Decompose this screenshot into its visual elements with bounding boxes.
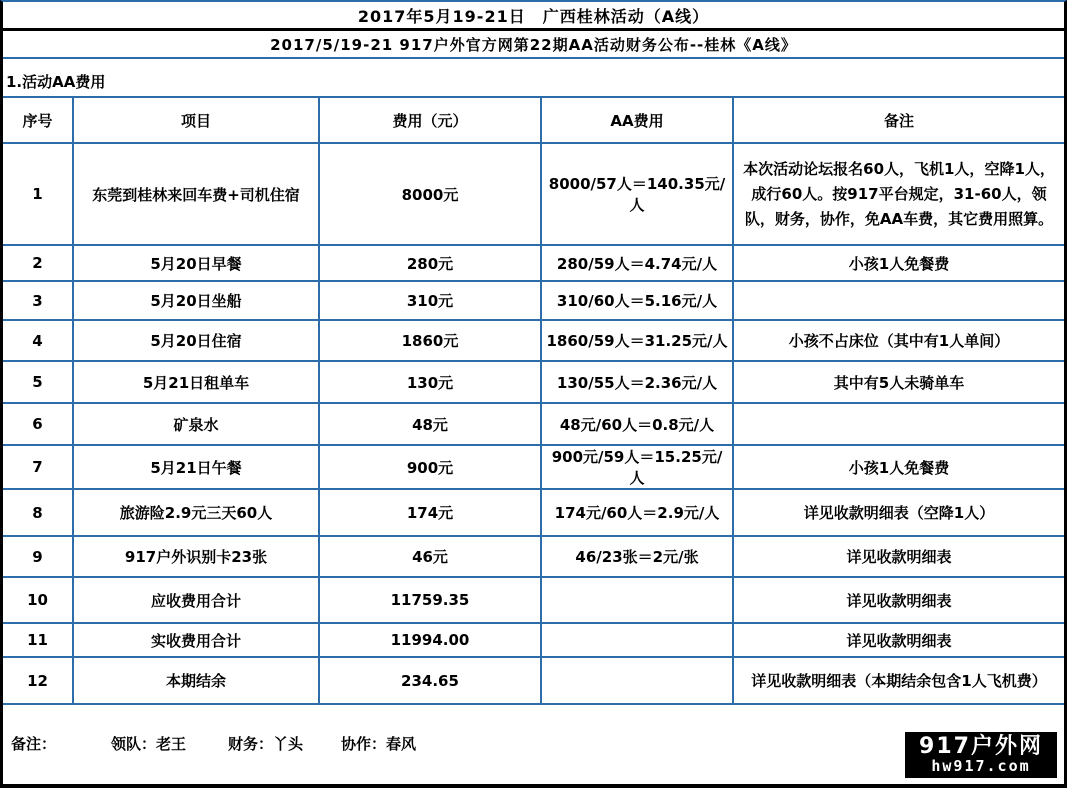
- cell-item: 应收费用合计: [73, 577, 319, 623]
- cell-fee: 310元: [319, 281, 541, 320]
- cell-no: 2: [3, 245, 73, 281]
- cell-aa: [541, 623, 733, 657]
- page-title: 2017年5月19-21日 广西桂林活动（A线）: [3, 2, 1064, 31]
- cell-note: 详见收款明细表: [733, 577, 1064, 623]
- footer: [3, 705, 1064, 782]
- cell-aa: 46/23张＝2元/张: [541, 536, 733, 577]
- cell-aa: 130/55人＝2.36元/人: [541, 361, 733, 403]
- cell-note: 详见收款明细表: [733, 623, 1064, 657]
- cell-fee: 234.65: [319, 657, 541, 704]
- table-row: [3, 320, 1064, 361]
- table-row: [3, 281, 1064, 320]
- cell-no: 9: [3, 536, 73, 577]
- cell-item: 东莞到桂林来回车费+司机住宿: [73, 143, 319, 245]
- table-row: [3, 361, 1064, 403]
- cell-fee: 46元: [319, 536, 541, 577]
- site-logo-url: hw917.com: [931, 757, 1031, 775]
- cell-fee: 280元: [319, 245, 541, 281]
- cell-item: 5月20日早餐: [73, 245, 319, 281]
- table-row: [3, 489, 1064, 536]
- section-heading: 1.活动AA费用: [6, 73, 106, 91]
- cell-fee: 11759.35: [319, 577, 541, 623]
- cell-item: 5月21日午餐: [73, 445, 319, 489]
- table-row: [3, 657, 1064, 704]
- cell-fee: 48元: [319, 403, 541, 445]
- cell-note: 详见收款明细表（空降1人）: [733, 489, 1064, 536]
- cell-fee: 900元: [319, 445, 541, 489]
- cell-no: 5: [3, 361, 73, 403]
- cell-fee: 130元: [319, 361, 541, 403]
- table-row: [3, 623, 1064, 657]
- cell-aa: [541, 577, 733, 623]
- table-header-row: [3, 97, 1064, 143]
- footer-assist-name: 协作：春风: [341, 735, 417, 753]
- cell-note: 小孩1人免餐费: [733, 245, 1064, 281]
- cell-note: 本次活动论坛报名60人，飞机1人，空降1人，成行60人。按917平台规定，31-60人，领队，财务，协作，免AA车费，其它费用照算。: [733, 143, 1064, 245]
- cell-fee: 1860元: [319, 320, 541, 361]
- cell-item: 实收费用合计: [73, 623, 319, 657]
- cell-note: 详见收款明细表: [733, 536, 1064, 577]
- footer-note-label: 备注：: [11, 735, 57, 753]
- cell-no: 4: [3, 320, 73, 361]
- column-header-no: 序号: [3, 97, 73, 143]
- table-row: [3, 245, 1064, 281]
- column-header-item: 项目: [73, 97, 319, 143]
- cell-no: 12: [3, 657, 73, 704]
- cell-note: 小孩1人免餐费: [733, 445, 1064, 489]
- page-subtitle: 2017/5/19-21 917户外官方网第22期AA活动财务公布--桂林《A线》: [3, 31, 1064, 59]
- cell-no: 6: [3, 403, 73, 445]
- cell-note: 小孩不占床位（其中有1人单间）: [733, 320, 1064, 361]
- cell-aa: 280/59人＝4.74元/人: [541, 245, 733, 281]
- table-row: [3, 143, 1064, 245]
- cell-fee: 8000元: [319, 143, 541, 245]
- cell-note: [733, 403, 1064, 445]
- cell-aa: [541, 657, 733, 704]
- site-logo: [905, 732, 1057, 778]
- cell-item: 旅游险2.9元三天60人: [73, 489, 319, 536]
- aa-fee-table: [3, 96, 1064, 705]
- table-row: [3, 536, 1064, 577]
- cell-aa: 310/60人＝5.16元/人: [541, 281, 733, 320]
- cell-aa: 1860/59人＝31.25元/人: [541, 320, 733, 361]
- cell-item: 本期结余: [73, 657, 319, 704]
- table-row: [3, 577, 1064, 623]
- cell-aa: 48元/60人＝0.8元/人: [541, 403, 733, 445]
- cell-no: 8: [3, 489, 73, 536]
- column-header-note: 备注: [733, 97, 1064, 143]
- cell-aa: 8000/57人＝140.35元/人: [541, 143, 733, 245]
- cell-note: 其中有5人未骑单车: [733, 361, 1064, 403]
- cell-aa: 174元/60人＝2.9元/人: [541, 489, 733, 536]
- cell-no: 11: [3, 623, 73, 657]
- cell-fee: 174元: [319, 489, 541, 536]
- footer-leader-name: 领队：老王: [111, 735, 187, 753]
- table-row: [3, 445, 1064, 489]
- footer-finance-name: 财务：丫头: [228, 735, 304, 753]
- cell-no: 7: [3, 445, 73, 489]
- cell-item: 矿泉水: [73, 403, 319, 445]
- cell-fee: 11994.00: [319, 623, 541, 657]
- cell-item: 5月20日坐船: [73, 281, 319, 320]
- cell-no: 1: [3, 143, 73, 245]
- cell-aa: 900元/59人＝15.25元/人: [541, 445, 733, 489]
- table-row: [3, 403, 1064, 445]
- cell-item: 5月20日住宿: [73, 320, 319, 361]
- column-header-aa: AA费用: [541, 97, 733, 143]
- cell-note: [733, 281, 1064, 320]
- column-header-fee: 费用（元）: [319, 97, 541, 143]
- cell-note: 详见收款明细表（本期结余包含1人飞机费）: [733, 657, 1064, 704]
- cell-no: 3: [3, 281, 73, 320]
- site-logo-name: 917户外网: [919, 734, 1043, 759]
- cell-item: 917户外识别卡23张: [73, 536, 319, 577]
- cell-no: 10: [3, 577, 73, 623]
- cell-item: 5月21日租单车: [73, 361, 319, 403]
